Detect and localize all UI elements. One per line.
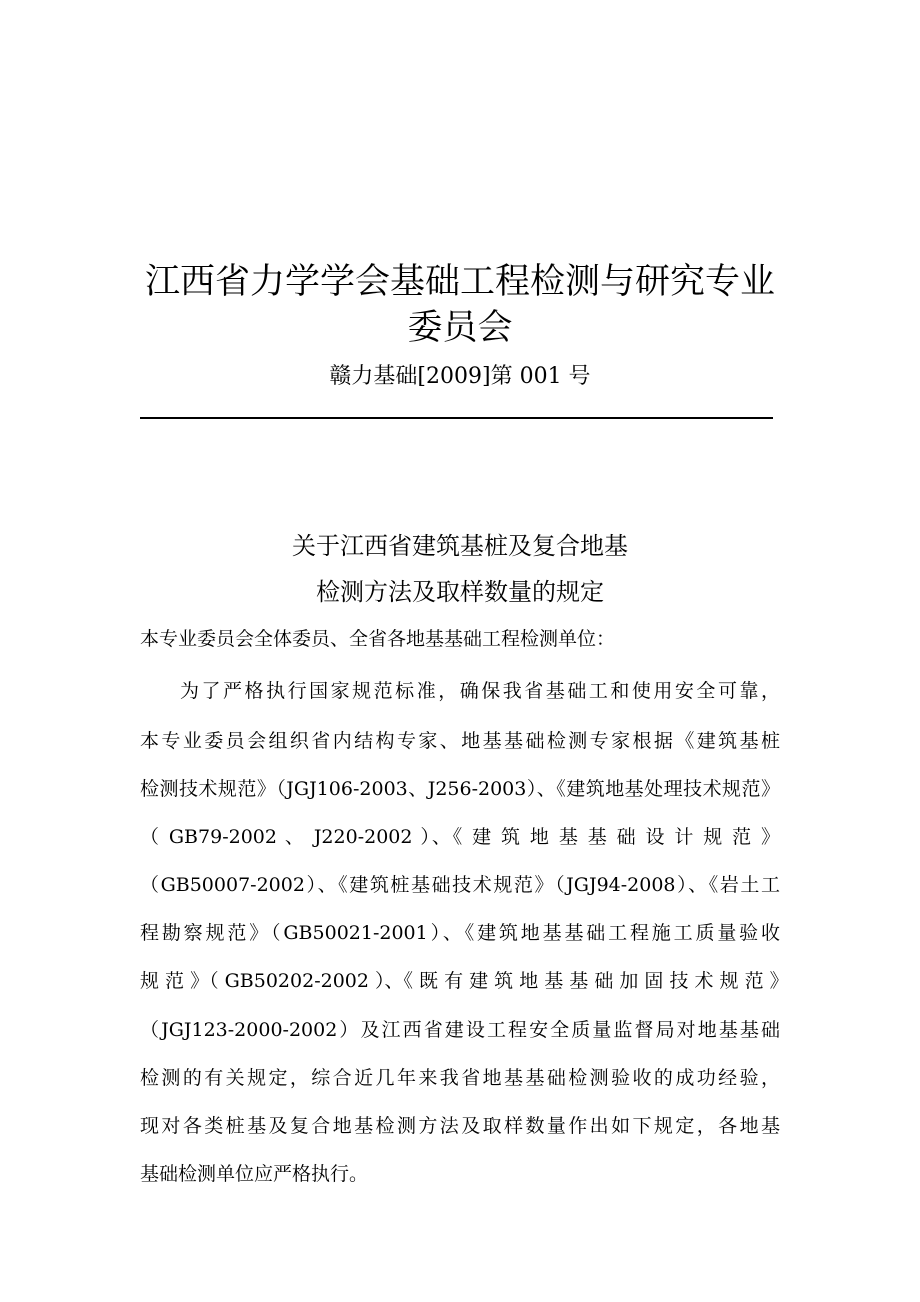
notice-title-line1: 关于江西省建筑基桩及复合地基: [292, 532, 628, 560]
notice-title-line2: 检测方法及取样数量的规定: [316, 578, 604, 606]
document-number: 赣力基础[2009]第 001 号: [329, 364, 591, 389]
body-line-11: 基础检测单位应严格执行。: [140, 1163, 369, 1185]
header-divider: [140, 417, 773, 419]
body-line-6: 程勘察规范》（GB50021-2001）、《建筑地基基础工程施工质量验收: [140, 922, 780, 944]
body-line-9: 检测的有关规定，综合近几年来我省地基基础检测验收的成功经验，: [140, 1067, 780, 1089]
body-line-3: 检测技术规范》（JGJ106-2003、J256-2003）、《建筑地基处理技术规范》: [140, 778, 780, 800]
salutation: 本专业委员会全体委员、全省各地基基础工程检测单位：: [140, 628, 616, 650]
org-title-line2: 委员会: [407, 308, 513, 348]
body-line-10: 现对各类桩基及复合地基检测方法及取样数量作出如下规定，各地基: [140, 1115, 780, 1137]
body-line-1: 为了严格执行国家规范标准，确保我省基础工和使用安全可靠，: [180, 680, 780, 702]
body-line-4: （ GB79-2002 、 J220-2002 ）、《 建 筑 地 基 基 础 设 计 规 范 》: [140, 826, 780, 848]
body-line-7: 规 范 》（ GB50202-2002 ）、《 既 有 建 筑 地 基 基 础 加 固 技 术 规 范 》: [140, 970, 789, 992]
body-line-2: 本专业委员会组织省内结构专家、地基基础检测专家根据《建筑基桩: [140, 730, 780, 752]
org-title-line1: 江西省力学学会基础工程检测与研究专业: [144, 262, 775, 302]
body-line-8: （JGJ123-2000-2002）及江西省建设工程安全质量监督局对地基基础: [140, 1019, 780, 1041]
body-line-5: （GB50007-2002）、《建筑桩基础技术规范》（JGJ94-2008）、《岩土工: [140, 874, 780, 896]
